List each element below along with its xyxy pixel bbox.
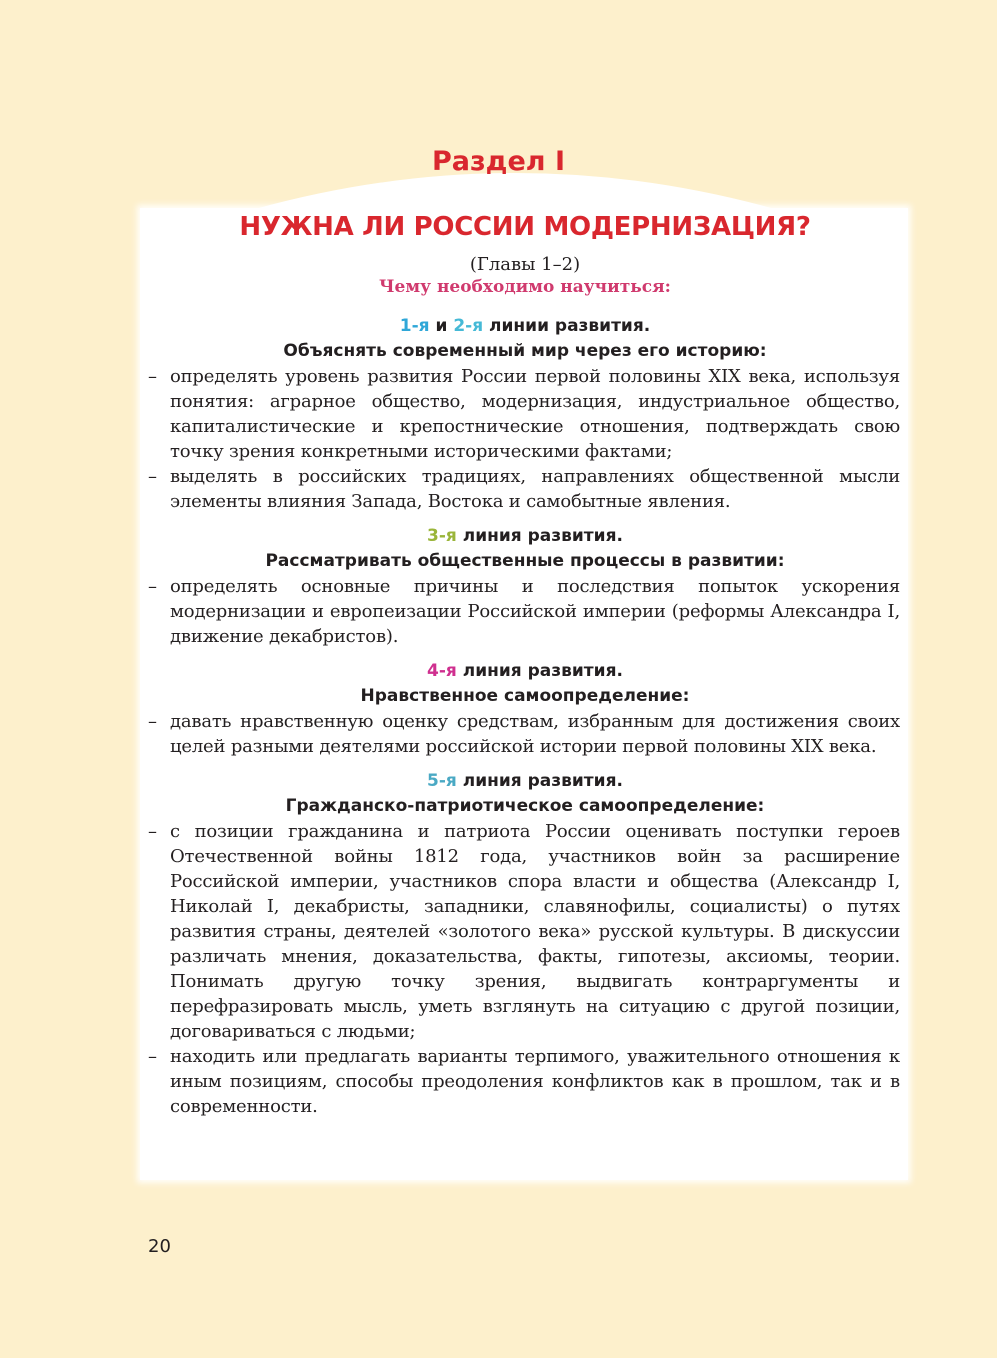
line-heading-text: линии развития. xyxy=(483,316,651,336)
dash-marker: – xyxy=(148,576,157,597)
page-number: 20 xyxy=(148,1236,171,1257)
list-item xyxy=(148,464,902,514)
dash-marker: – xyxy=(148,821,157,842)
list-item xyxy=(148,1044,902,1119)
dash-marker: – xyxy=(148,366,157,387)
list-item-text: находить или предлагать варианты терпимого, уважительного отношения к иным позициям, способы преодоления конфликтов как в прошлом, так и в современности. xyxy=(170,1046,900,1117)
line-heading-text: линия развития. xyxy=(456,771,623,791)
dash-marker: – xyxy=(148,711,157,732)
list-item xyxy=(148,574,902,649)
development-line-block xyxy=(148,314,902,514)
page-title: НУЖНА ЛИ РОССИИ МОДЕРНИЗАЦИЯ? xyxy=(239,212,811,242)
line-number: 1-я xyxy=(399,316,430,336)
line-number: 3-я xyxy=(427,526,457,546)
skill-heading: Рассматривать общественные процессы в развитии: xyxy=(265,551,785,571)
line-connector: и xyxy=(429,316,454,336)
skill-heading: Нравственное самоопределение: xyxy=(360,686,690,706)
list-item-text: выделять в российских традициях, направлениях общественной мысли элементы влияния Запада, Востока и самобытные явления. xyxy=(170,466,900,512)
development-line-block xyxy=(148,524,902,649)
section-label: Раздел I xyxy=(431,146,566,177)
line-heading xyxy=(148,659,902,684)
development-line-block xyxy=(148,769,902,1119)
line-heading xyxy=(148,314,902,339)
line-heading-text: линия развития. xyxy=(456,526,623,546)
dash-marker: – xyxy=(148,1046,157,1067)
list-item-text: давать нравственную оценку средствам, избранным для достижения своих целей разными деятелями российской истории первой половины XIX века. xyxy=(170,711,900,757)
line-heading-text: линия развития. xyxy=(456,661,623,681)
list-item-text: определять основные причины и последствия попыток ускорения модернизации и европеизации Российской империи (реформы Александра I, движение декабристов). xyxy=(170,576,900,647)
list-item-text: определять уровень развития России первой половины XIX века, используя понятия: аграрное общество, модернизация, индустриальное общество, капиталистические и крепостнические отношения, подтверждать свою точку зрения конкретными историческими фактами; xyxy=(170,366,900,462)
line-number: 5-я xyxy=(427,771,457,791)
list-item xyxy=(148,709,902,759)
skill-list xyxy=(148,364,902,514)
line-heading xyxy=(148,524,902,549)
skill-heading: Гражданско-патриотическое самоопределение: xyxy=(285,796,765,816)
list-item-text: с позиции гражданина и патриота России оценивать поступки героев Отечественной войны 1812 года, участников войн за расширение Российской империи, участников спора власти и общества (Александр I, Николай I, декабристы, западники, славянофилы, социалисты) о путях развития страны, деятелей «золотого века» русской культуры. В дискуссии различать мнения, доказательства, факты, гипотезы, аксиомы, теории. Понимать другую точку зрения, выдвигать контраргументы и перефразировать мысль, уметь взглянуть на ситуацию с другой позиции, договариваться с людьми; xyxy=(170,821,900,1042)
page-content xyxy=(148,208,902,1119)
list-item xyxy=(148,364,902,464)
dash-marker: – xyxy=(148,466,157,487)
skill-list xyxy=(148,819,902,1119)
skill-heading: Объяснять современный мир через его историю: xyxy=(283,341,767,361)
development-line-block xyxy=(148,659,902,759)
line-number: 4-я xyxy=(427,661,457,681)
chapters-note: (Главы 1–2) xyxy=(469,254,581,275)
skill-list xyxy=(148,574,902,649)
list-item xyxy=(148,819,902,1044)
learn-heading: Чему необходимо научиться: xyxy=(379,277,671,297)
line-heading xyxy=(148,769,902,794)
skill-list xyxy=(148,709,902,759)
line-number: 2-я xyxy=(453,316,484,336)
